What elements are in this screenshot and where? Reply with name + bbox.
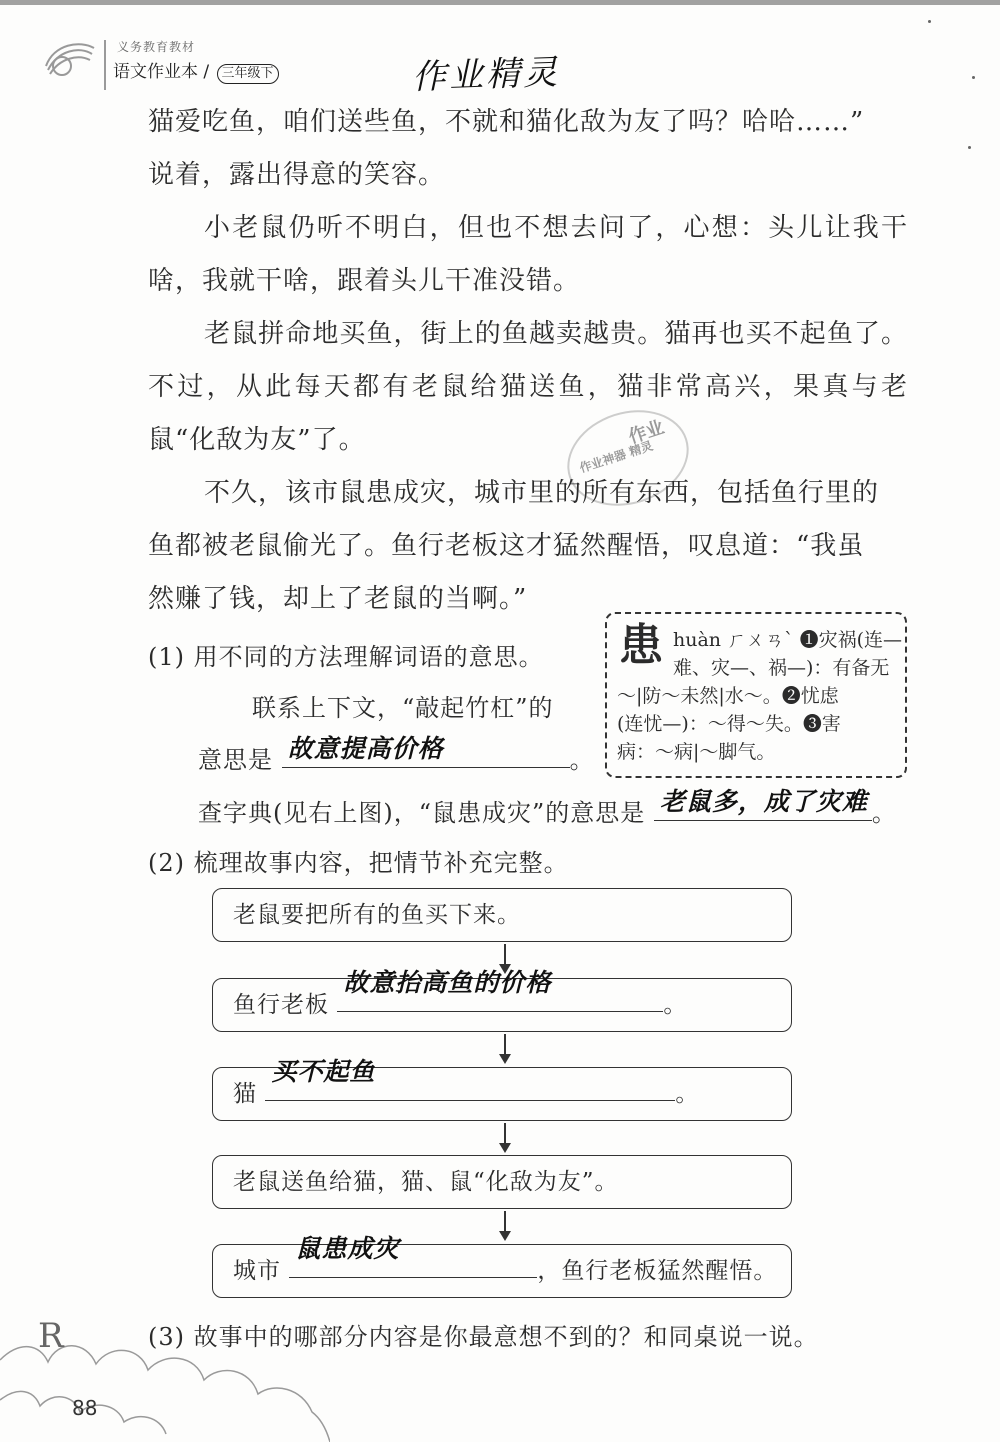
plot-box-4 <box>212 1155 792 1209</box>
plot-box-text: ，鱼行老板猛然醒悟。 <box>537 1258 778 1284</box>
plot-period: 。 <box>663 992 688 1018</box>
q1-dictionary-blank[interactable] <box>654 787 872 821</box>
q1-dictionary-answer: 老鼠多，成了灾难 <box>659 787 868 816</box>
plot-box-text: 鱼行老板 <box>233 992 329 1018</box>
dictionary-line: (连忧—)：～得～失。❸害 <box>617 713 841 735</box>
dictionary-entry-box <box>605 612 907 778</box>
dictionary-line: ～|防～未然|水～。❷忧虑 <box>617 685 839 707</box>
footer-mark: R <box>38 1316 64 1356</box>
page-number: 88 <box>72 1396 98 1420</box>
plot-box-5 <box>212 1234 792 1298</box>
down-arrow-icon <box>495 1211 515 1243</box>
plot-box-text: 城市 <box>233 1258 281 1284</box>
q1-meaning-blank[interactable] <box>282 734 570 768</box>
dictionary-line: huàn ㄏㄨㄢˋ ❶灾祸(连— <box>673 629 903 651</box>
book-name: 语文作业本 / <box>113 62 215 82</box>
dictionary-definition <box>617 626 903 766</box>
plot-box-3-blank[interactable] <box>265 1057 675 1101</box>
scan-speck <box>928 20 931 23</box>
plot-box-1 <box>212 888 792 942</box>
q1-meaning-label: 意思是 <box>198 746 273 774</box>
scan-speck <box>968 146 971 149</box>
dictionary-character: 患 <box>619 620 663 671</box>
top-scan-edge <box>0 0 1000 5</box>
story-line: 鱼都被老鼠偷光了。鱼行老板这才猛然醒悟，叹息道：“我虽 <box>148 531 865 561</box>
stamp-text: 作业 <box>626 416 667 448</box>
scan-speck <box>972 76 975 79</box>
grade-badge: 三年级下 <box>217 64 279 84</box>
plot-box-2-answer: 故意抬高鱼的价格 <box>343 968 552 997</box>
story-line: 不久，该市鼠患成灾，城市里的所有东西，包括鱼行里的 <box>204 478 880 508</box>
plot-box-text: 老鼠送鱼给猫，猫、鼠“化敌为友”。 <box>233 1169 619 1195</box>
plot-box-3-answer: 买不起鱼 <box>271 1057 376 1086</box>
story-paragraph-1 <box>148 96 908 202</box>
question-1-title: (1) 用不同的方法理解词语的意思。 <box>148 643 544 671</box>
q1-period: 。 <box>871 799 897 827</box>
book-title <box>113 57 279 84</box>
plot-period: 。 <box>675 1081 700 1107</box>
stamp-text: 作业神器 精灵 <box>577 438 655 476</box>
question-3-title: (3) 故事中的哪部分内容是你最意想不到的？和同桌说一说。 <box>148 1323 819 1351</box>
publisher-logo-icon <box>40 36 98 84</box>
story-paragraph-3: 老鼠拼命地买鱼，街上的鱼越卖越贵。猫再也买不起鱼了。不过，从此每天都有老鼠给猫送鱼，猫非常高兴，果真与老鼠“化敌为友”了。 <box>148 319 908 455</box>
q1-dictionary-row <box>198 787 897 828</box>
plot-box-text: 老鼠要把所有的鱼买下来。 <box>233 902 521 928</box>
down-arrow-icon <box>495 1123 515 1155</box>
q1-context-prompt: 联系上下文，“敲起竹杠”的 <box>252 694 554 722</box>
q1-meaning-answer: 故意提高价格 <box>287 734 444 763</box>
handwritten-title: 作业精灵 <box>411 52 561 98</box>
story-paragraph-2: 小老鼠仍听不明白，但也不想去问了，心想：头儿让我干啥，我就干啥，跟着头儿干准没错。 <box>148 213 908 296</box>
q1-period: 。 <box>569 746 595 774</box>
plot-box-2 <box>212 968 792 1032</box>
plot-box-5-answer: 鼠患成灾 <box>295 1234 400 1263</box>
story-line: 猫爱吃鱼，咱们送些鱼，不就和猫化敌为友了吗？哈哈……” <box>148 107 865 137</box>
down-arrow-icon <box>495 1034 515 1066</box>
story-line: 说着，露出得意的笑容。 <box>148 160 446 190</box>
q1-meaning-row <box>198 734 595 775</box>
q1-dictionary-label: 查字典(见右上图)，“鼠患成灾”的意思是 <box>198 799 646 827</box>
plot-box-3 <box>212 1057 792 1121</box>
story-paragraph-4 <box>148 467 908 626</box>
dictionary-line: 难、灾—、祸—)：有备无 <box>673 657 890 679</box>
plot-box-2-blank[interactable] <box>337 968 663 1012</box>
plot-box-5-blank[interactable] <box>289 1234 537 1278</box>
plot-box-text: 猫 <box>233 1081 257 1107</box>
dictionary-line: 病：～病|～脚气。 <box>617 741 776 763</box>
header-divider <box>104 40 106 90</box>
series-label: 义务教育教材 <box>117 40 196 54</box>
question-2-title: (2) 梳理故事内容，把情节补充完整。 <box>148 849 569 877</box>
story-line: 然赚了钱，却上了老鼠的当啊。” <box>148 584 528 614</box>
